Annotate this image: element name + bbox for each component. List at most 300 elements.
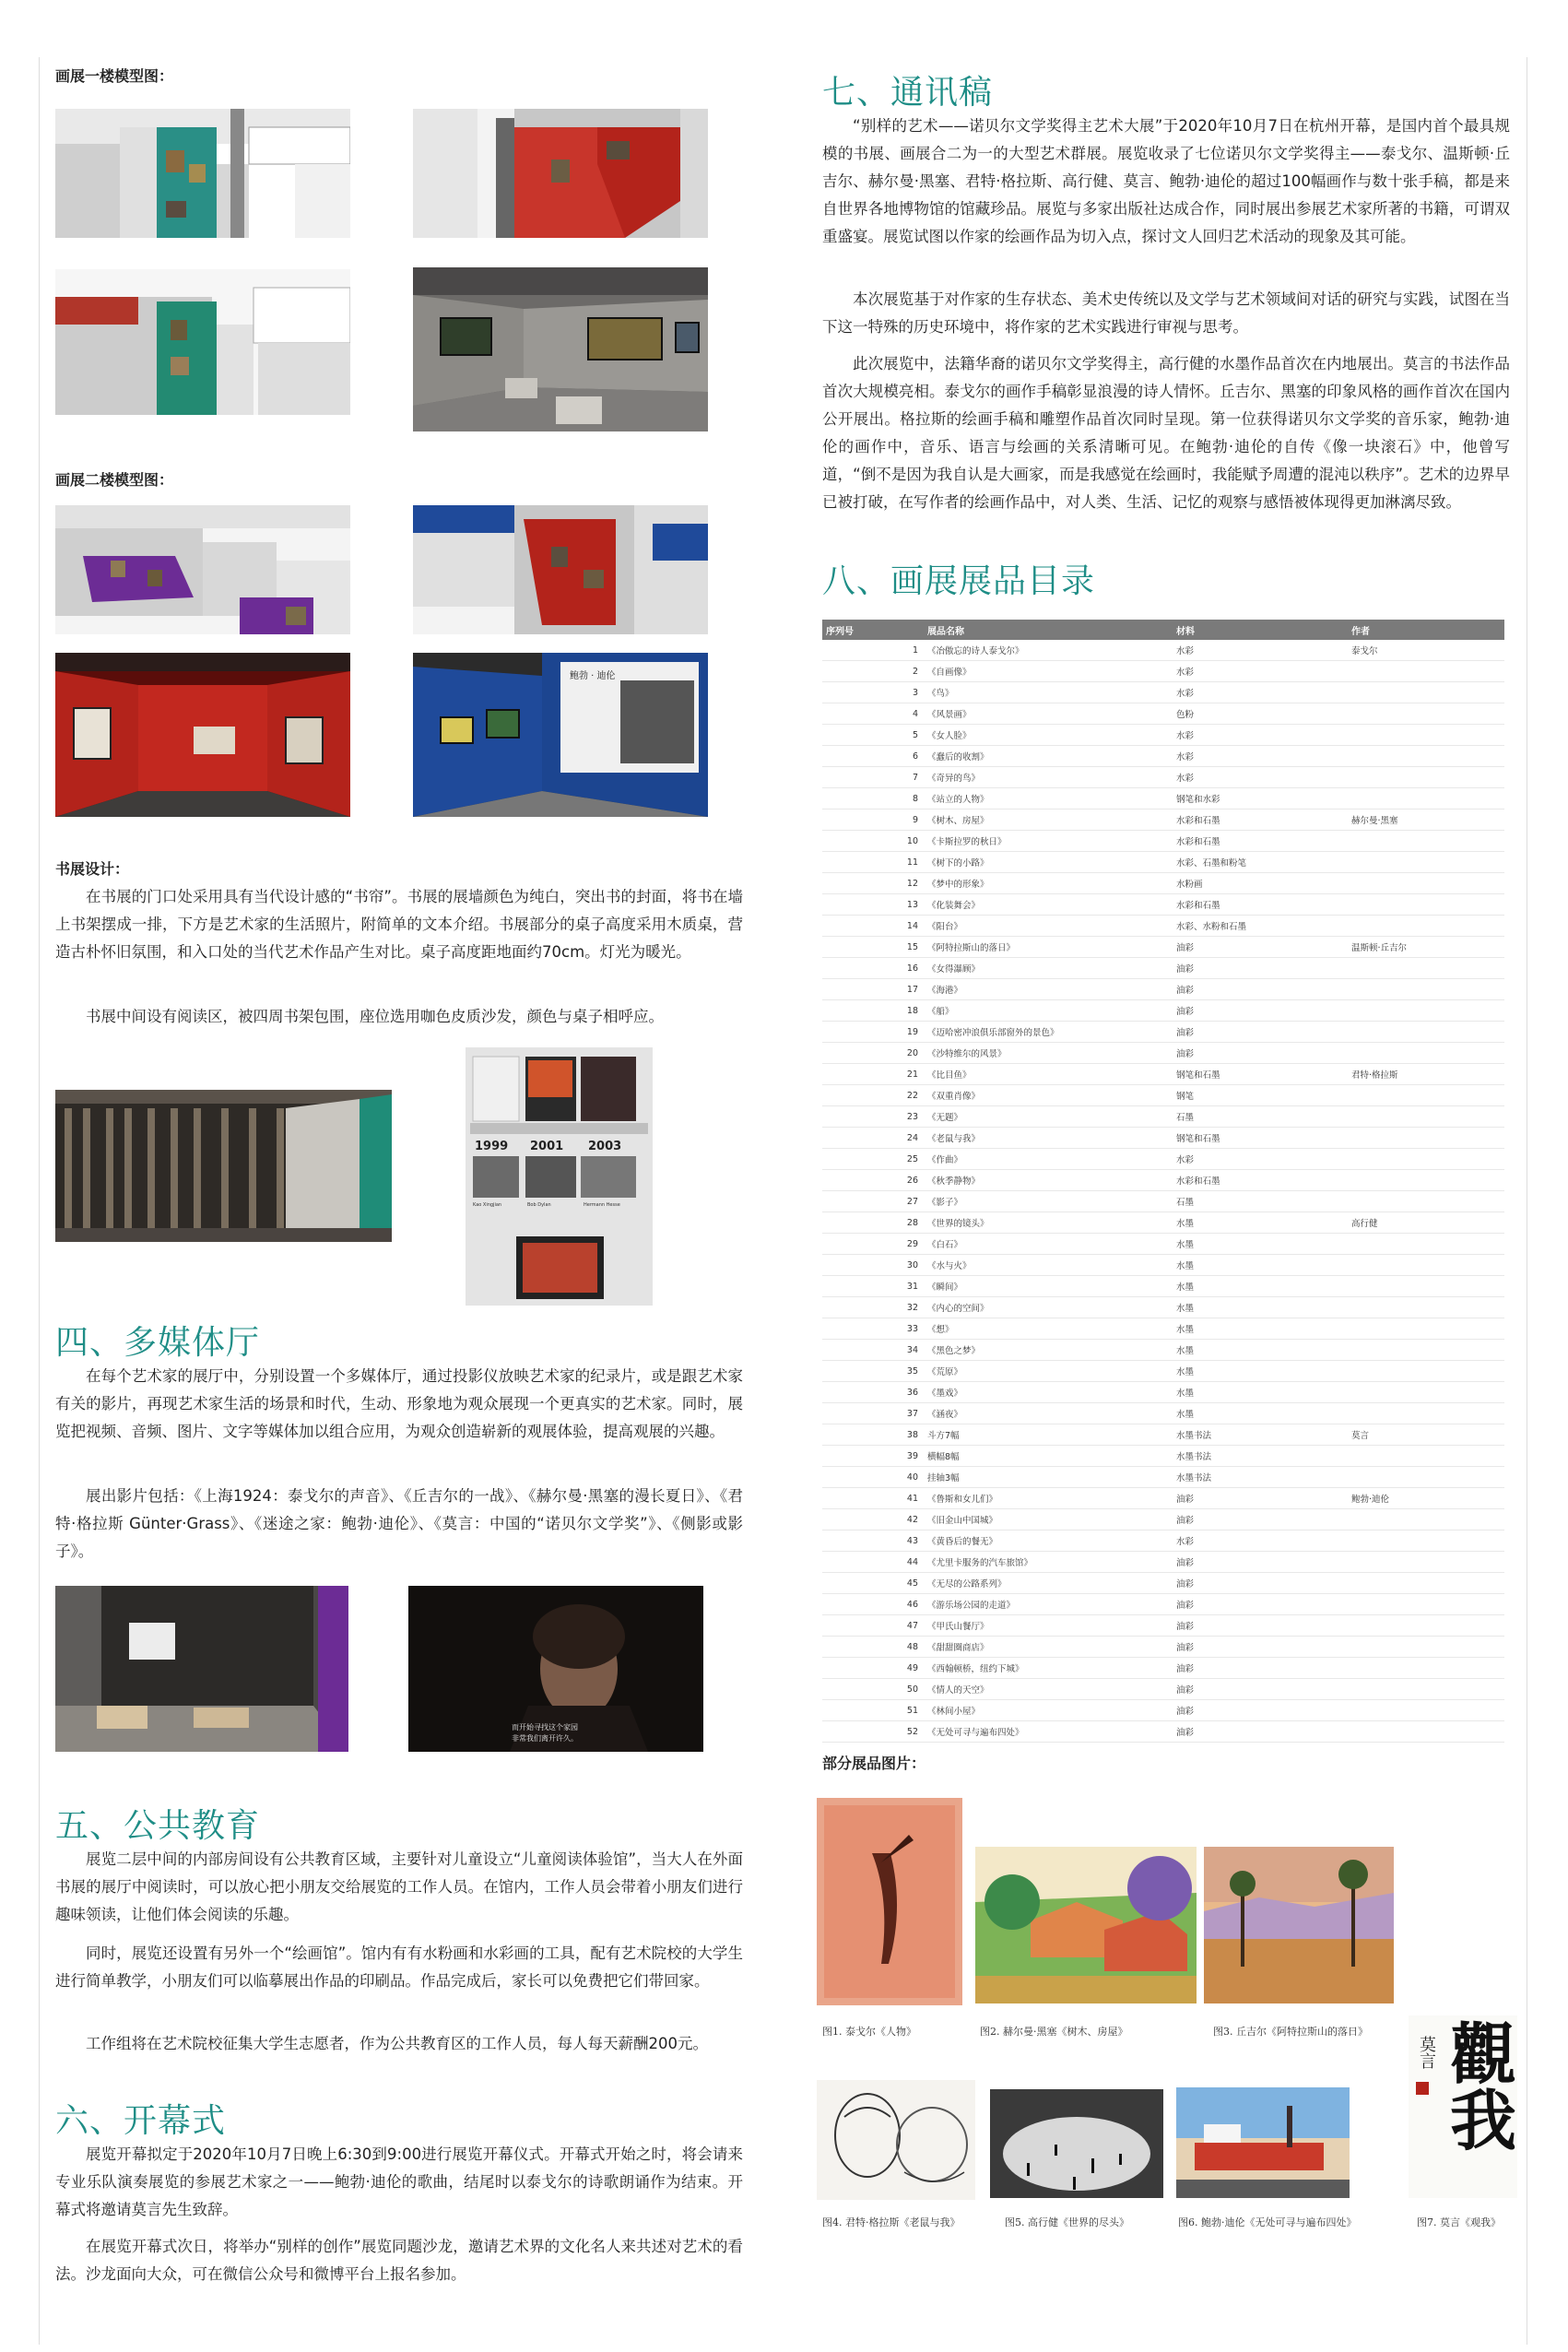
table-row: [822, 1403, 1504, 1424]
cell-material: 钢笔和石墨: [1173, 1128, 1348, 1149]
cell-serial: 48: [822, 1637, 924, 1658]
cell-material: 油彩: [1173, 1615, 1348, 1637]
cell-author: [1348, 1149, 1504, 1170]
table-row: [822, 661, 1504, 682]
cell-author: [1348, 1043, 1504, 1064]
section-7-paragraph-1: “别样的艺术——诺贝尔文学奖得主艺术大展”于2020年10月7日在杭州开幕，是国内首个最具规模的书展、画展合二为一的大型艺术群展。展览收录了七位诺贝尔文学奖得主——泰戈尔、温斯顿·丘吉尔、赫尔曼·黑塞、君特·格拉斯、高行健、莫言、鲍勃·迪伦的超过100幅画作与数十张手稿，都是来自世界各地博物馆的馆藏珍品。展览与多家出版社达成合作，同时展出参展艺术家所著的书籍，可谓双重盛宴。展览试图以作家的绘画作品为切入点，探讨文人回归艺术活动的现象及其可能。: [822, 117, 1510, 245]
cell-serial: 34: [822, 1340, 924, 1361]
cell-title: 《自画像》: [924, 661, 1173, 682]
cell-author: [1348, 1022, 1504, 1043]
cell-title: 《树木、房屋》: [924, 810, 1173, 831]
cell-material: 水彩和石墨: [1173, 894, 1348, 916]
cell-author: [1348, 725, 1504, 746]
cell-title: 《黑色之梦》: [924, 1340, 1173, 1361]
header-serial: 序列号: [822, 620, 924, 640]
floor2-model-render-1: [55, 505, 350, 634]
calligraphy-signature: 莫言: [1417, 2036, 1436, 2069]
cell-title: 《水与火》: [924, 1255, 1173, 1276]
cell-title: 《西翰顿桥，纽约下城》: [924, 1658, 1173, 1679]
cell-material: 钢笔和石墨: [1173, 1064, 1348, 1085]
cell-serial: 19: [822, 1022, 924, 1043]
cell-serial: 1: [822, 640, 924, 661]
cell-material: 水彩: [1173, 767, 1348, 788]
cell-serial: 44: [822, 1552, 924, 1573]
cell-author: 温斯顿·丘吉尔: [1348, 937, 1504, 958]
table-row: [822, 1064, 1504, 1085]
timeline-year-3: 2003: [588, 1140, 622, 1153]
table-row: [822, 810, 1504, 831]
table-row: [822, 1234, 1504, 1255]
cell-title: 《鲁斯和女儿们》: [924, 1488, 1173, 1509]
svg-text:鲍勃 · 迪伦: 鲍勃 · 迪伦: [570, 671, 616, 681]
page-edge-left: [39, 57, 40, 2345]
cell-material: 油彩: [1173, 1022, 1348, 1043]
book-design-paragraph-2: 书展中间设有阅读区，被四周书架包围，座位选用咖色皮质沙发，颜色与桌子相呼应。: [86, 1008, 664, 1025]
exhibit-catalogue-table: [822, 620, 1504, 1743]
cell-author: [1348, 1467, 1504, 1488]
cell-material: 水墨: [1173, 1403, 1348, 1424]
cell-serial: 22: [822, 1085, 924, 1106]
table-row: [822, 831, 1504, 852]
cell-serial: 33: [822, 1318, 924, 1340]
cell-material: 水彩: [1173, 746, 1348, 767]
cell-material: 油彩: [1173, 958, 1348, 979]
cell-material: 水墨书法: [1173, 1446, 1348, 1467]
cell-author: [1348, 746, 1504, 767]
table-row: [822, 725, 1504, 746]
table-row: [822, 1721, 1504, 1743]
table-row: [822, 1446, 1504, 1467]
cell-author: [1348, 1509, 1504, 1531]
cell-serial: 23: [822, 1106, 924, 1128]
cell-material: 水彩和石墨: [1173, 810, 1348, 831]
cell-material: 水墨: [1173, 1255, 1348, 1276]
cell-material: 钢笔和水彩: [1173, 788, 1348, 810]
header-title: 展品名称: [924, 620, 1173, 640]
cell-material: 油彩: [1173, 1658, 1348, 1679]
cell-material: 水彩: [1173, 1531, 1348, 1552]
cell-author: 赫尔曼·黑塞: [1348, 810, 1504, 831]
cell-serial: 10: [822, 831, 924, 852]
cell-title: 《无题》: [924, 1106, 1173, 1128]
cell-serial: 46: [822, 1594, 924, 1615]
table-row: [822, 1637, 1504, 1658]
timeline-name-3: Hermann Hesse: [584, 1202, 620, 1208]
cell-title: 《女得瀑顾》: [924, 958, 1173, 979]
section-4-paragraph-2: 展出影片包括：《上海1924：泰戈尔的声音》、《丘吉尔的一战》、《赫尔曼·黑塞的漫长夏日》、《君特·格拉斯 Günter·Grass》、《迷途之家：鲍勃·迪伦》、《莫言：中国的“诺贝尔文学奖”》、《侧影或影子》。: [55, 1487, 743, 1560]
cell-title: 《秋季静物》: [924, 1170, 1173, 1191]
cell-serial: 15: [822, 937, 924, 958]
cell-author: [1348, 852, 1504, 873]
table-row: [822, 788, 1504, 810]
cell-title: 《游乐场公园的走道》: [924, 1594, 1173, 1615]
cell-author: [1348, 1128, 1504, 1149]
section-4-paragraph-1: 在每个艺术家的展厅中，分别设置一个多媒体厅，通过投影仪放映艺术家的纪录片，或是跟艺术家有关的影片，再现艺术家生活的场景和时代，生动、形象地为观众展现一个更真实的艺术家。同时，展览把视频、音频、图片、文字等媒体加以组合应用，为观众创造崭新的观展体验，提高观展的兴趣。: [55, 1367, 743, 1440]
cell-material: 油彩: [1173, 1000, 1348, 1022]
cell-author: [1348, 1191, 1504, 1212]
cell-material: 油彩: [1173, 1552, 1348, 1573]
caption-work-4: 图4. 君特·格拉斯《老鼠与我》: [822, 2216, 961, 2228]
cell-serial: 38: [822, 1424, 924, 1446]
table-row: [822, 937, 1504, 958]
table-row: [822, 1531, 1504, 1552]
cell-title: 《比目鱼》: [924, 1064, 1173, 1085]
cell-title: 《无尽的公路系列》: [924, 1573, 1173, 1594]
cell-title: 《内心的空间》: [924, 1297, 1173, 1318]
cell-material: 水墨: [1173, 1382, 1348, 1403]
table-row: [822, 1297, 1504, 1318]
work-5-gao-xingjian-end-of-world: [990, 2089, 1163, 2198]
red-gallery-interior-render: [55, 653, 350, 817]
cell-serial: 50: [822, 1679, 924, 1700]
table-row: [822, 682, 1504, 703]
video-subtitle-line-1: 而开始寻找这个家园: [512, 1723, 578, 1731]
table-row: [822, 703, 1504, 725]
cell-serial: 21: [822, 1064, 924, 1085]
cell-author: [1348, 1637, 1504, 1658]
cell-author: [1348, 682, 1504, 703]
table-row: [822, 1000, 1504, 1022]
cell-serial: 39: [822, 1446, 924, 1467]
table-row: [822, 1488, 1504, 1509]
timeline-name-2: Bob Dylan: [527, 1202, 551, 1208]
cell-material: 油彩: [1173, 1043, 1348, 1064]
work-1-tagore-figure: [817, 1798, 962, 2005]
cell-author: [1348, 1552, 1504, 1573]
table-row: [822, 916, 1504, 937]
header-material: 材料: [1173, 620, 1348, 640]
cell-serial: 18: [822, 1000, 924, 1022]
table-row: [822, 1679, 1504, 1700]
table-row: [822, 746, 1504, 767]
timeline-year-2: 2001: [530, 1140, 564, 1153]
cell-author: [1348, 661, 1504, 682]
cell-serial: 2: [822, 661, 924, 682]
cell-material: 钢笔: [1173, 1085, 1348, 1106]
cell-title: 《树下的小路》: [924, 852, 1173, 873]
cell-material: 水彩: [1173, 1149, 1348, 1170]
cell-title: 《作曲》: [924, 1149, 1173, 1170]
table-row: [822, 1594, 1504, 1615]
table-row: [822, 979, 1504, 1000]
cell-author: [1348, 1170, 1504, 1191]
cell-serial: 35: [822, 1361, 924, 1382]
cell-serial: 3: [822, 682, 924, 703]
work-6-dylan-nowhere-everywhere: [1176, 2087, 1350, 2198]
cell-title: 挂轴3幅: [924, 1467, 1173, 1488]
cell-author: [1348, 1085, 1504, 1106]
cell-serial: 52: [822, 1721, 924, 1743]
table-row: [822, 1170, 1504, 1191]
cell-material: 油彩: [1173, 1509, 1348, 1531]
table-row: [822, 1509, 1504, 1531]
section-7-title: 七、通讯稿: [822, 74, 994, 112]
cell-title: 《涵夜》: [924, 1403, 1173, 1424]
table-row: [822, 1085, 1504, 1106]
cell-title: 《尤里卡服务的汽车旅馆》: [924, 1552, 1173, 1573]
cell-serial: 30: [822, 1255, 924, 1276]
table-row: [822, 1276, 1504, 1297]
cell-title: 《墨戏》: [924, 1382, 1173, 1403]
table-header-row: [822, 620, 1504, 640]
section-7-paragraph-3: 此次展览中，法籍华裔的诺贝尔文学奖得主，高行健的水墨作品首次在内地展出。莫言的书法作品首次大规模亮相。泰戈尔的画作手稿彰显浪漫的诗人情怀。丘吉尔、黑塞的印象风格的画作首次在国内公开展出。格拉斯的绘画手稿和雕塑作品首次同时呈现。第一位获得诺贝尔文学奖的音乐家，鲍勃·迪伦的画作中，音乐、语言与绘画的关系清晰可见。在鲍勃·迪伦的自传《像一块滚石》中，他曾写道，“倒不是因为我自认是大画家，而是我感觉在绘画时，我能赋予周遭的混沌以秩序”。艺术的边界早已被打破，在写作者的绘画作品中，对人类、生活、记忆的观察与感悟被体现得更加淋漓尽致。: [822, 355, 1510, 511]
cell-author: [1348, 1340, 1504, 1361]
cell-material: 水彩: [1173, 640, 1348, 661]
cell-title: 《老鼠与我》: [924, 1128, 1173, 1149]
section-5-paragraph-3: 工作组将在艺术院校征集大学生志愿者，作为公共教育区的工作人员，每人每天薪酬200元。: [86, 2035, 708, 2052]
cell-material: 水彩: [1173, 725, 1348, 746]
cell-title: 《林间小屋》: [924, 1700, 1173, 1721]
cell-title: 横幅8幅: [924, 1446, 1173, 1467]
cell-serial: 11: [822, 852, 924, 873]
cell-title: 《蠢后的收割》: [924, 746, 1173, 767]
works-label: 部分展品图片：: [822, 1755, 926, 1772]
section-7-paragraph-2: 本次展览基于对作家的生存状态、美术史传统以及文学与艺术领域间对话的研究与实践，试图在当下这一特殊的历史环境中，将作家的艺术实践进行审视与思考。: [822, 290, 1510, 336]
cell-serial: 28: [822, 1212, 924, 1234]
cell-author: 莫言: [1348, 1424, 1504, 1446]
cell-serial: 5: [822, 725, 924, 746]
cell-material: 水粉画: [1173, 873, 1348, 894]
cell-author: [1348, 1106, 1504, 1128]
cell-title: 《白石》: [924, 1234, 1173, 1255]
cell-serial: 51: [822, 1700, 924, 1721]
cell-material: 水彩: [1173, 682, 1348, 703]
cell-title: 《沙特维尔的风景》: [924, 1043, 1173, 1064]
floor1-model-render-3: [55, 269, 350, 415]
table-row: [822, 1573, 1504, 1594]
section-8-title: 八、画展展品目录: [822, 562, 1096, 600]
cell-title: 《鸟》: [924, 682, 1173, 703]
cell-title: 《阿特拉斯山的落日》: [924, 937, 1173, 958]
cell-material: 石墨: [1173, 1106, 1348, 1128]
table-row: [822, 1212, 1504, 1234]
cell-serial: 29: [822, 1234, 924, 1255]
work-7-mo-yan-calligraphy: [1409, 2015, 1517, 2198]
cell-serial: 27: [822, 1191, 924, 1212]
cell-serial: 17: [822, 979, 924, 1000]
cell-material: 水彩和石墨: [1173, 831, 1348, 852]
cell-title: 《站立的人物》: [924, 788, 1173, 810]
cell-title: 《想》: [924, 1318, 1173, 1340]
cell-author: [1348, 1000, 1504, 1022]
cell-material: 油彩: [1173, 1637, 1348, 1658]
cell-title: 《化装舞会》: [924, 894, 1173, 916]
cell-material: 水墨书法: [1173, 1467, 1348, 1488]
cell-title: 《海港》: [924, 979, 1173, 1000]
floor1-gallery-interior-render: [413, 267, 708, 431]
book-design-paragraph-1: 在书展的门口处采用具有当代设计感的“书帘”。书展的展墙颜色为纯白，突出书的封面，将书在墙上书架摆成一排，下方是艺术家的生活照片，附简单的文本介绍。书展部分的桌子高度采用木质桌，营造古朴怀旧氛围，和入口处的当代艺术作品产生对比。桌子高度距地面约70cm。灯光为暖光。: [55, 888, 743, 961]
cell-material: 油彩: [1173, 979, 1348, 1000]
table-row: [822, 873, 1504, 894]
table-row: [822, 1191, 1504, 1212]
section-5-paragraph-1: 展览二层中间的内部房间设有公共教育区域，主要针对儿童设立“儿童阅读体验馆”，当大人在外面书展的展厅中阅读时，可以放心把小朋友交给展览的工作人员。在馆内，工作人员会带着小朋友们进行趣味领读，让他们体会阅读的乐趣。: [55, 1850, 743, 1923]
caption-work-1: 图1. 泰戈尔《人物》: [822, 2026, 916, 2038]
video-subtitle-line-2: 非常我们离开许久。: [512, 1734, 578, 1743]
table-row: [822, 1700, 1504, 1721]
cell-material: 水彩、水粉和石墨: [1173, 916, 1348, 937]
cell-serial: 40: [822, 1467, 924, 1488]
cell-serial: 14: [822, 916, 924, 937]
floor1-model-render-2: [413, 109, 708, 238]
cell-material: 油彩: [1173, 1573, 1348, 1594]
cell-serial: 13: [822, 894, 924, 916]
cell-title: 《无处可寻与遍布四处》: [924, 1721, 1173, 1743]
table-row: [822, 1552, 1504, 1573]
cell-author: [1348, 873, 1504, 894]
floor2-model-render-2: [413, 505, 708, 634]
table-row: [822, 640, 1504, 661]
cell-author: [1348, 1594, 1504, 1615]
cell-serial: 12: [822, 873, 924, 894]
cell-serial: 36: [822, 1382, 924, 1403]
cell-author: 鲍勃·迪伦: [1348, 1488, 1504, 1509]
documentary-still: [408, 1586, 703, 1752]
cell-title: 《冶傲忘的诗人泰戈尔》: [924, 640, 1173, 661]
cell-material: 油彩: [1173, 1679, 1348, 1700]
cell-serial: 25: [822, 1149, 924, 1170]
multimedia-hall-render: [55, 1586, 348, 1752]
cell-serial: 49: [822, 1658, 924, 1679]
table-body: [822, 640, 1504, 1743]
table-row: [822, 894, 1504, 916]
work-4-grass-rat-and-me: [817, 2080, 975, 2200]
book-design-label: 书展设计：: [55, 860, 130, 878]
table-row: [822, 1128, 1504, 1149]
cell-title: 《荒原》: [924, 1361, 1173, 1382]
table-row: [822, 1318, 1504, 1340]
cell-material: 水彩、石墨和粉笔: [1173, 852, 1348, 873]
book-curtain-render: [55, 1090, 392, 1242]
cell-author: [1348, 767, 1504, 788]
cell-material: 水墨: [1173, 1234, 1348, 1255]
section-6-title: 六、开幕式: [55, 2102, 227, 2140]
table-row: [822, 1149, 1504, 1170]
table-row: [822, 958, 1504, 979]
cell-material: 水墨: [1173, 1361, 1348, 1382]
cell-serial: 37: [822, 1403, 924, 1424]
cell-author: [1348, 1234, 1504, 1255]
cell-author: [1348, 1318, 1504, 1340]
table-row: [822, 1043, 1504, 1064]
cell-material: 石墨: [1173, 1191, 1348, 1212]
cell-title: 《迈哈密冲浪俱乐部窗外的景色》: [924, 1022, 1173, 1043]
cell-material: 油彩: [1173, 1700, 1348, 1721]
calligraphy-characters: 觀我: [1439, 2019, 1517, 2152]
cell-title: 《风景画》: [924, 703, 1173, 725]
cell-serial: 32: [822, 1297, 924, 1318]
cell-author: [1348, 1361, 1504, 1382]
cell-serial: 8: [822, 788, 924, 810]
cell-material: 油彩: [1173, 1721, 1348, 1743]
table-row: [822, 1361, 1504, 1382]
caption-work-2: 图2. 赫尔曼·黑塞《树木、房屋》: [980, 2026, 1128, 2038]
cell-material: 水墨书法: [1173, 1424, 1348, 1446]
cell-serial: 24: [822, 1128, 924, 1149]
timeline-name-1: Kao Xingjian: [473, 1202, 502, 1208]
caption-work-6: 图6. 鲍勃·迪伦《无处可寻与遍布四处》: [1178, 2216, 1357, 2228]
section-6-paragraph-1: 展览开幕拟定于2020年10月7日晚上6:30到9:00进行展览开幕仪式。开幕式开始之时，将会请来专业乐队演奏展览的参展艺术家之一——鲍勃·迪伦的歌曲，结尾时以泰戈尔的诗歌朗诵作为结束。开幕式将邀请莫言先生致辞。: [55, 2145, 743, 2218]
book-wall-timeline-photo: [466, 1047, 653, 1306]
table-row: [822, 1255, 1504, 1276]
cell-serial: 6: [822, 746, 924, 767]
cell-author: 高行健: [1348, 1212, 1504, 1234]
caption-work-7: 图7. 莫言《观我》: [1417, 2216, 1501, 2228]
cell-title: 《世界的镜头》: [924, 1212, 1173, 1234]
section-5-paragraph-2: 同时，展览还设置有另外一个“绘画馆”。馆内有有水粉画和水彩画的工具，配有艺术院校的大学生进行简单教学，小朋友们可以临摹展出作品的印刷品。作品完成后，家长可以免费把它们带回家。: [55, 1944, 743, 1990]
cell-serial: 42: [822, 1509, 924, 1531]
cell-material: 水墨: [1173, 1276, 1348, 1297]
table-row: [822, 1658, 1504, 1679]
floor1-label: 画展一楼模型图：: [55, 67, 174, 85]
cell-author: [1348, 1679, 1504, 1700]
table-row: [822, 1022, 1504, 1043]
blue-gallery-interior-render: [413, 653, 708, 817]
table-row: [822, 1340, 1504, 1361]
cell-material: 水彩和石墨: [1173, 1170, 1348, 1191]
cell-title: 《女人脸》: [924, 725, 1173, 746]
cell-title: 《阳台》: [924, 916, 1173, 937]
cell-title: 《情人的天空》: [924, 1679, 1173, 1700]
cell-author: [1348, 1446, 1504, 1467]
section-5-title: 五、公共教育: [55, 1807, 261, 1845]
cell-serial: 20: [822, 1043, 924, 1064]
cell-title: 《梦中的形象》: [924, 873, 1173, 894]
cell-serial: 45: [822, 1573, 924, 1594]
cell-title: 《瞬间》: [924, 1276, 1173, 1297]
caption-work-5: 图5. 高行健《世界的尽头》: [1005, 2216, 1129, 2228]
cell-author: [1348, 831, 1504, 852]
cell-serial: 31: [822, 1276, 924, 1297]
cell-author: [1348, 1573, 1504, 1594]
cell-serial: 41: [822, 1488, 924, 1509]
cell-material: 油彩: [1173, 937, 1348, 958]
cell-author: [1348, 703, 1504, 725]
timeline-year-1: 1999: [475, 1140, 509, 1153]
table-row: [822, 852, 1504, 873]
cell-author: [1348, 894, 1504, 916]
cell-material: 水墨: [1173, 1212, 1348, 1234]
cell-serial: 47: [822, 1615, 924, 1637]
header-author: 作者: [1348, 620, 1504, 640]
table-row: [822, 1382, 1504, 1403]
cell-author: [1348, 916, 1504, 937]
floor2-label: 画展二楼模型图：: [55, 471, 174, 489]
cell-material: 水墨: [1173, 1340, 1348, 1361]
cell-author: [1348, 979, 1504, 1000]
table-row: [822, 1615, 1504, 1637]
cell-title: 斗方7幅: [924, 1424, 1173, 1446]
floor1-model-render-1: [55, 109, 350, 238]
caption-work-3: 图3. 丘吉尔《阿特拉斯山的落日》: [1213, 2026, 1368, 2038]
cell-author: [1348, 1531, 1504, 1552]
cell-author: [1348, 1297, 1504, 1318]
cell-material: 油彩: [1173, 1594, 1348, 1615]
cell-title: 《影子》: [924, 1191, 1173, 1212]
cell-serial: 4: [822, 703, 924, 725]
cell-author: 泰戈尔: [1348, 640, 1504, 661]
cell-author: [1348, 1700, 1504, 1721]
work-2-hesse-trees-houses: [975, 1847, 1197, 2003]
section-6-paragraph-2: 在展览开幕式次日，将举办“别样的创作”展览同题沙龙，邀请艺术界的文化名人来共述对艺术的看法。沙龙面向大众，可在微信公众号和微博平台上报名参加。: [55, 2238, 743, 2283]
cell-material: 水彩: [1173, 661, 1348, 682]
cell-author: [1348, 1658, 1504, 1679]
cell-title: 《甲氏山餐厅》: [924, 1615, 1173, 1637]
cell-material: 水墨: [1173, 1297, 1348, 1318]
cell-author: [1348, 1382, 1504, 1403]
cell-author: [1348, 958, 1504, 979]
cell-title: 《双重肖像》: [924, 1085, 1173, 1106]
cell-serial: 7: [822, 767, 924, 788]
